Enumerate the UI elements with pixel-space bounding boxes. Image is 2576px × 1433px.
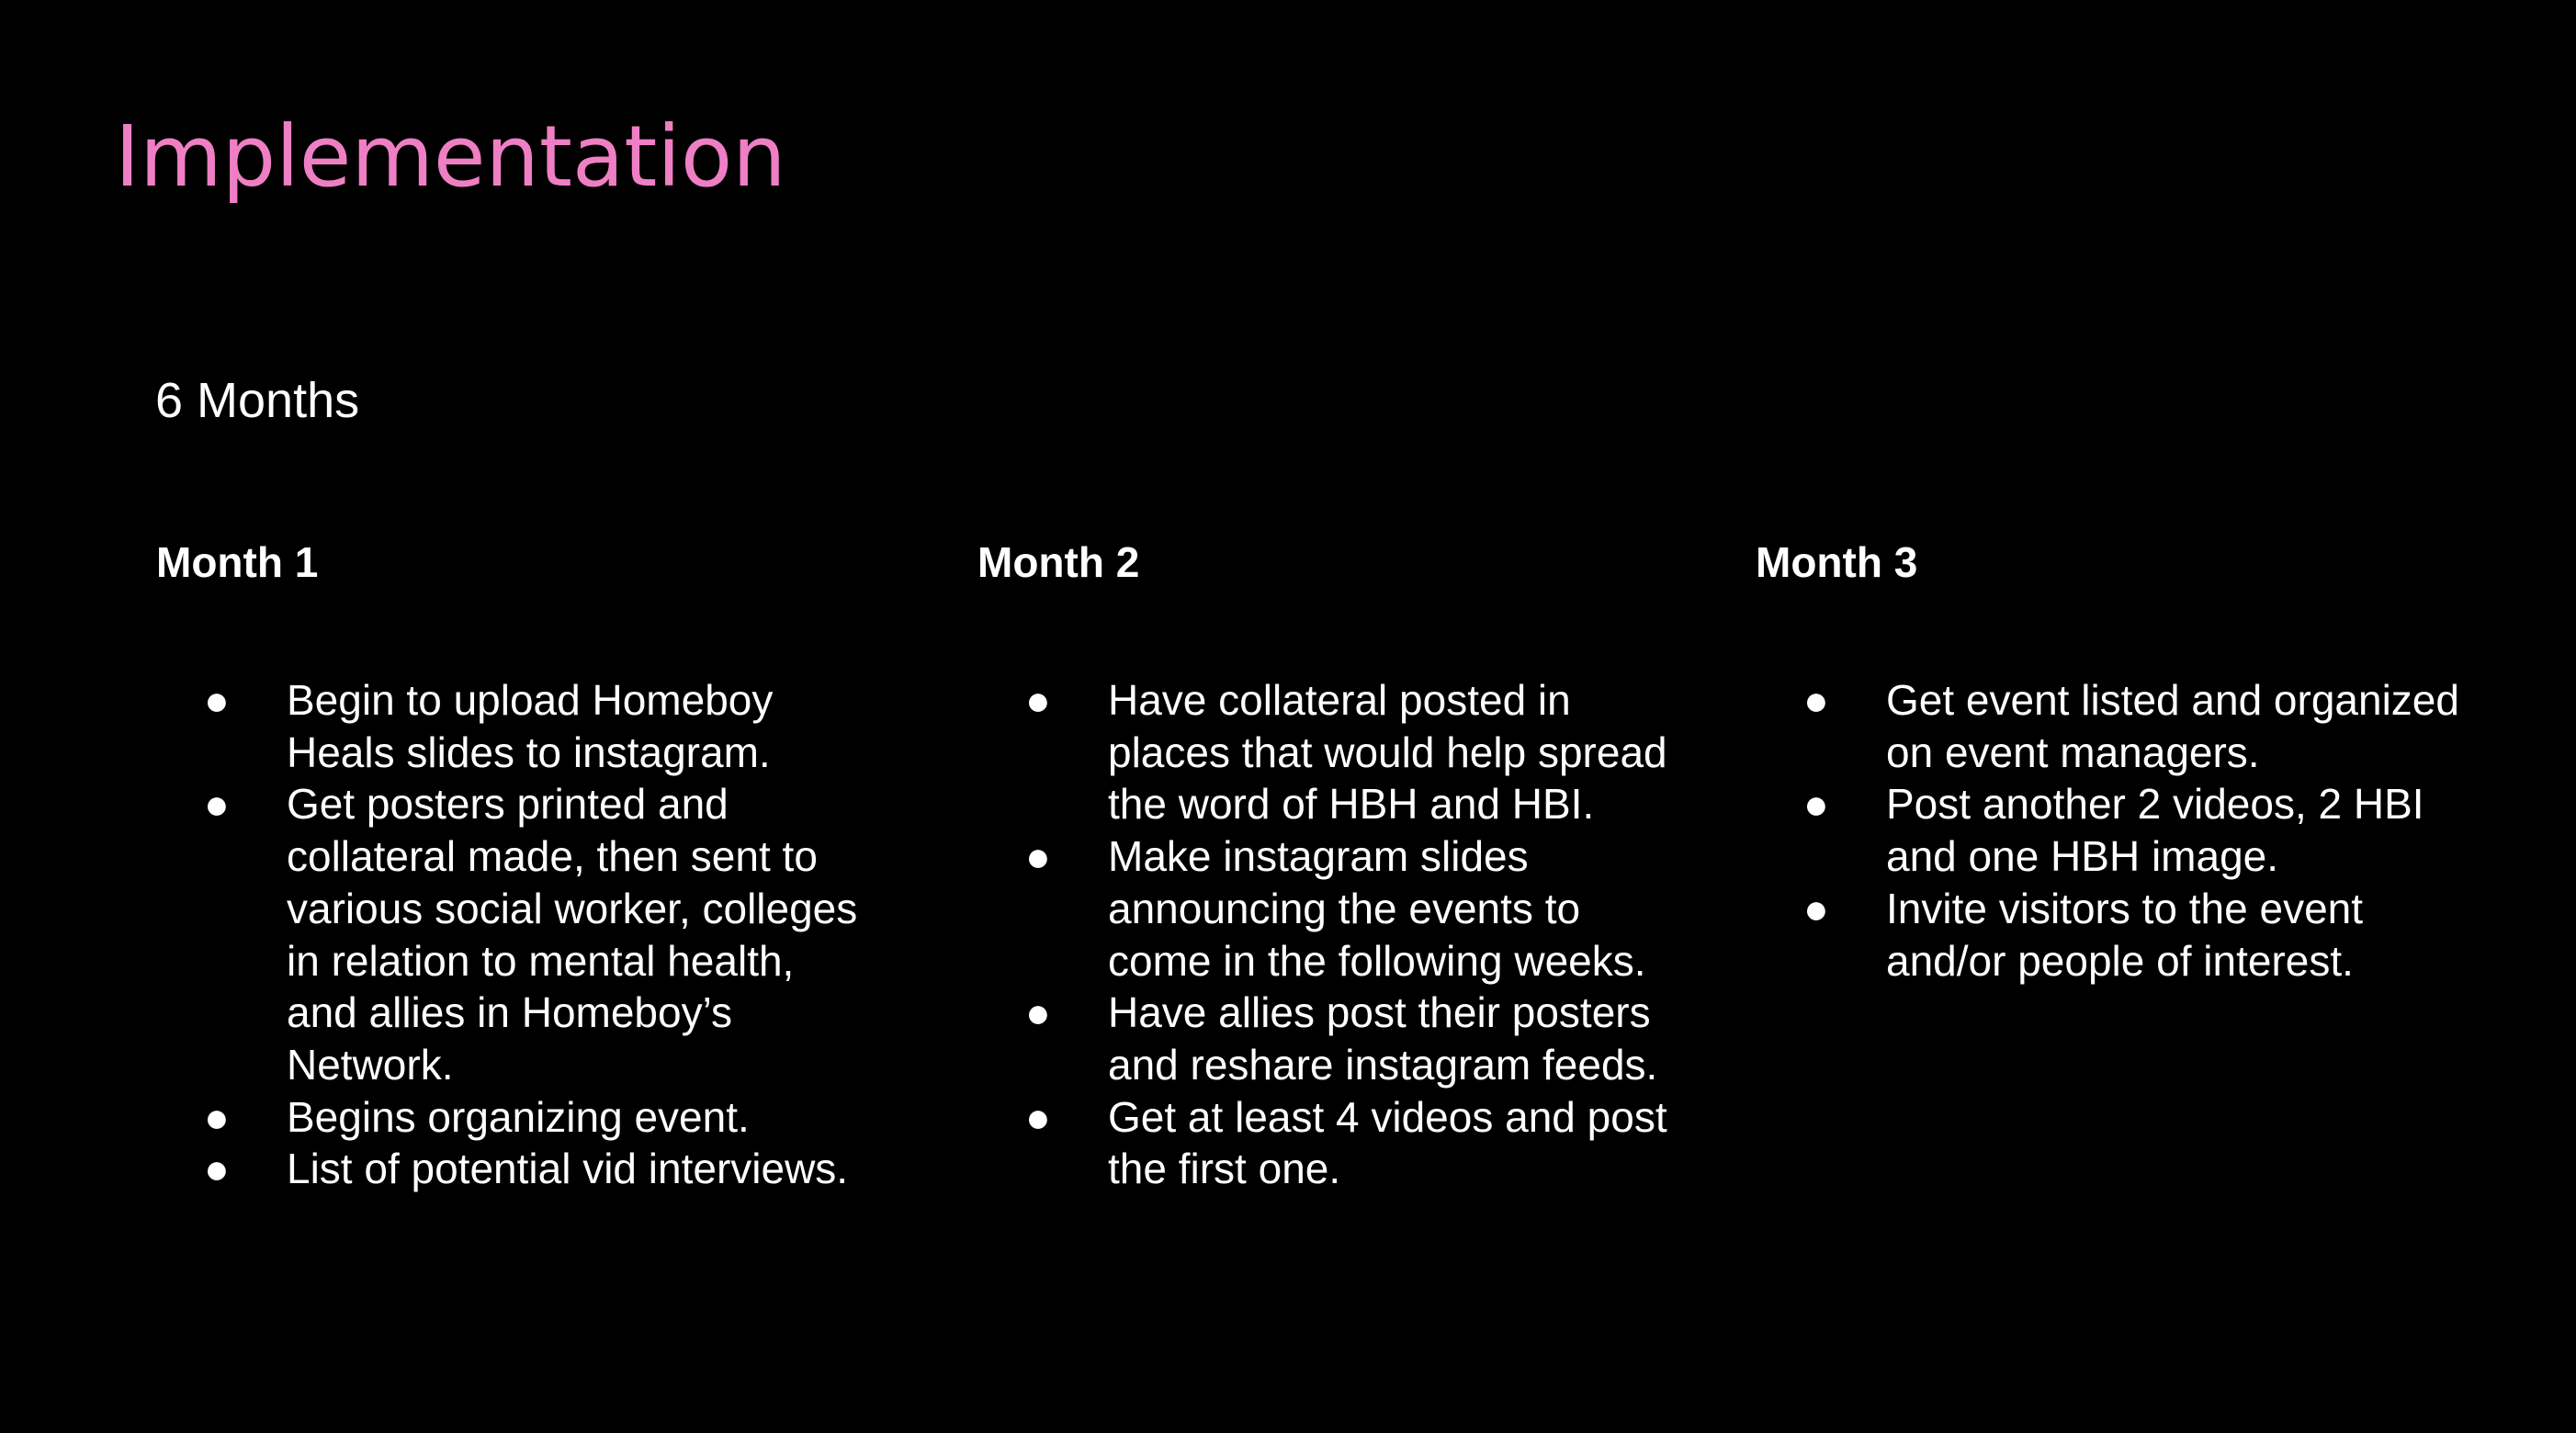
list-item-text: Have collateral posted in places that would help spread the word of HBH and HBI. — [1108, 676, 1667, 829]
month-1-heading: Month 1 — [156, 538, 319, 586]
list-item — [1756, 883, 2472, 987]
month-3-list — [1756, 674, 2472, 987]
list-item — [156, 778, 873, 1090]
list-item — [156, 674, 873, 778]
month-2-heading: Month 2 — [977, 538, 1140, 586]
bullet-icon: ● — [1025, 832, 1051, 881]
month-1-list — [156, 674, 873, 1195]
list-item — [156, 1091, 873, 1144]
bullet-icon: ● — [1025, 676, 1051, 724]
list-item-text: Invite visitors to the event and/or people of interest. — [1886, 884, 2364, 985]
list-item — [1756, 674, 2472, 778]
bullet-icon: ● — [204, 780, 230, 829]
timeline-subtitle: 6 Months — [155, 373, 360, 428]
month-2-list — [977, 674, 1694, 1195]
list-item-text: Get at least 4 videos and post the first one. — [1108, 1092, 1667, 1193]
bullet-icon: ● — [204, 1145, 230, 1193]
list-item-text: Post another 2 videos, 2 HBI and one HBH image. — [1886, 780, 2424, 881]
list-item-text: Get posters printed and collateral made, then sent to various social worker, colleges in relation to mental health, and allies in Homeboy’s Network. — [287, 780, 858, 1089]
list-item-text: Begin to upload Homeboy Heals slides to instagram. — [287, 676, 774, 776]
list-item-text: Make instagram slides announcing the events to come in the following weeks. — [1108, 832, 1646, 985]
month-2-column — [977, 533, 1694, 1193]
list-item-text: Begins organizing event. — [287, 1092, 750, 1141]
slide-title: Implementation — [115, 107, 786, 206]
list-item — [977, 830, 1694, 987]
bullet-icon: ● — [1803, 884, 1829, 932]
bullet-icon: ● — [1803, 676, 1829, 724]
month-1-column — [156, 533, 873, 1193]
bullet-icon: ● — [204, 676, 230, 724]
list-item-text: Get event listed and organized on event managers. — [1886, 676, 2459, 776]
list-item — [1756, 778, 2472, 882]
list-item — [977, 1091, 1694, 1195]
bullet-icon: ● — [1025, 988, 1051, 1037]
list-item — [977, 987, 1694, 1090]
bullet-icon: ● — [1025, 1092, 1051, 1141]
bullet-icon: ● — [204, 1092, 230, 1141]
list-item — [977, 674, 1694, 830]
month-3-column — [1756, 533, 2472, 985]
month-3-heading: Month 3 — [1756, 538, 1918, 586]
bullet-icon: ● — [1803, 780, 1829, 829]
list-item-text: List of potential vid interviews. — [287, 1145, 849, 1193]
list-item-text: Have allies post their posters and reshare instagram feeds. — [1108, 988, 1658, 1089]
list-item — [156, 1143, 873, 1195]
